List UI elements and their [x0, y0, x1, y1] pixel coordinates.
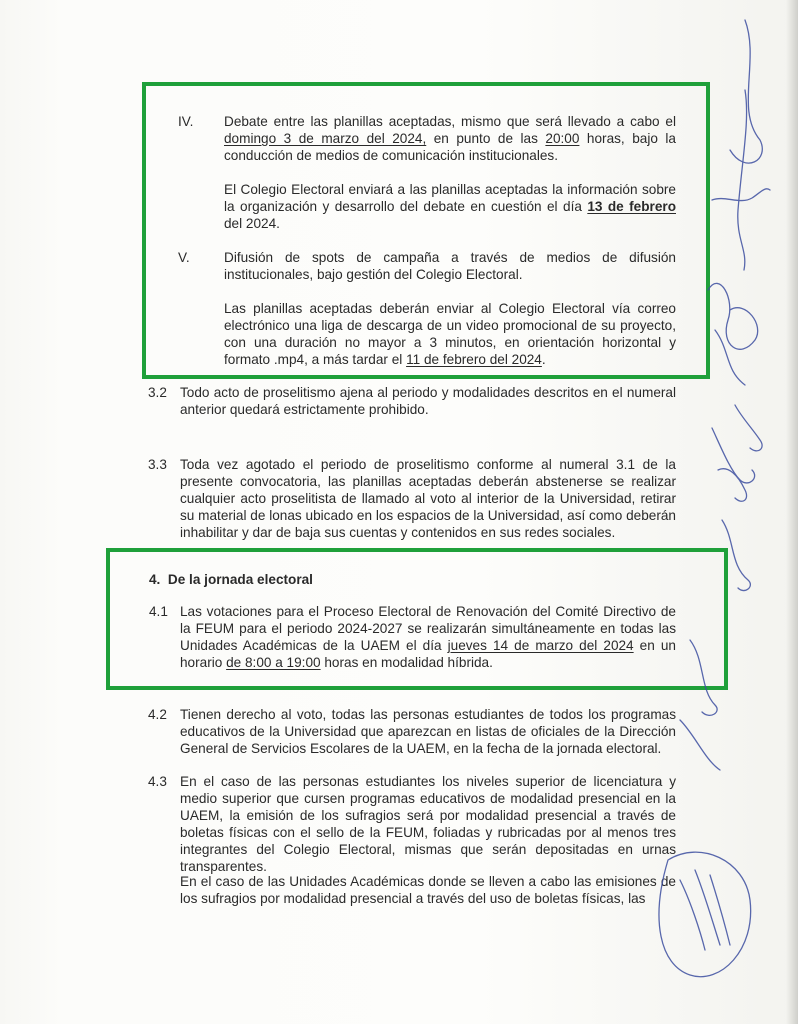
item-iv-p2-text-a: El Colegio Electoral enviará a las planillas aceptadas la información sobre la organización y desarrollo del debate en cuestión el día: [224, 182, 676, 214]
item-v-p2-text-a: Las planillas aceptadas deberán enviar al Colegio Electoral vía correo electrónico una liga de descarga de un video promocional de su proyecto, con una duración no mayor a 3 minutos, en orientación horizontal y formato .mp4, a más tardar el: [224, 301, 676, 367]
item-iv-text-b: en punto de las: [426, 131, 546, 146]
section-3-2-number: 3.2: [148, 385, 167, 400]
section-4-1-time: de 8:00 a 19:00: [226, 655, 321, 670]
item-v-p2-date: 11 de febrero del 2024: [406, 352, 542, 367]
item-iv-number: IV.: [178, 114, 194, 129]
item-iv-text-c: horas, bajo la conducción de medios de comunicación institucionales.: [224, 131, 676, 163]
section-4-1-number: 4.1: [149, 604, 168, 619]
section-4-number: 4.: [149, 572, 161, 587]
section-4-1-text-a: Las votaciones para el Proceso Electoral de Renovación del Comité Directivo de la FEUM para el periodo 2024-2027 se realizarán simultáneamente en todas las Unidades Académicas de la UAEM el día: [180, 604, 676, 653]
item-v-p2-text-b: .: [541, 352, 546, 367]
section-3-2-text: Todo acto de proselitismo ajena al periodo y modalidades descritos en el numeral anterior quedará estrictamente prohibido.: [180, 385, 676, 417]
section-4-2-number: 4.2: [148, 707, 167, 722]
section-4-1-text-c: horas en modalidad híbrida.: [320, 655, 493, 670]
item-v-number: V.: [178, 250, 190, 265]
section-4-3-text: En el caso de las personas estudiantes los niveles superior de licenciatura y medio superior que cursen programas educativos de modalidad presencial en la UAEM, la emisión de los sufragios será por modalidad presencial a través de boletas físicas con el sello de la FEUM, foliadas y rubricadas por al menos tres integrantes del Colegio Electoral, mismas que serán depositadas en urnas transparentes.: [180, 774, 676, 874]
section-4-title: De la jornada electoral: [167, 572, 313, 587]
item-iv-p2-date: 13 de febrero: [587, 199, 676, 214]
section-4-1-date: jueves 14 de marzo del 2024: [447, 638, 634, 653]
item-iv-text-a: Debate entre las planillas aceptadas, mismo que será llevado a cabo el: [224, 114, 676, 129]
section-4-1-text-b: en un horario: [180, 638, 676, 670]
item-iv-time: 20:00: [545, 131, 580, 146]
item-iv-date: domingo 3 de marzo del 2024,: [224, 131, 427, 146]
item-iv-p2-text-b: del 2024.: [224, 216, 280, 231]
section-4-3-text-2: En el caso de las Unidades Académicas donde se lleven a cabo las emisiones de los sufragios por modalidad presencial a través del uso de boletas físicas, las: [180, 874, 676, 906]
section-4-2-text: Tienen derecho al voto, todas las personas estudiantes de todos los programas educativos de la Universidad que aparezcan en listas de oficiales de la Dirección General de Servicios Escolares de la UAEM, en la fecha de la jornada electoral.: [180, 707, 676, 756]
section-3-3-number: 3.3: [148, 457, 167, 472]
section-4-3-number: 4.3: [148, 774, 167, 789]
section-3-3-text: Toda vez agotado el periodo de proselitismo conforme al numeral 3.1 de la presente convocatoria, las planillas aceptadas deberán abstenerse se realizar cualquier acto proselitista de llamado al voto al interior de la Universidad, retirar su material de lonas ubicado en los espacios de la Universidad, así como deberán inhabilitar y dar de baja sus cuentas y contenidos en sus redes sociales.: [180, 457, 676, 540]
item-v-text: Difusión de spots de campaña a través de medios de difusión institucionales, bajo gestión del Colegio Electoral.: [224, 250, 676, 282]
